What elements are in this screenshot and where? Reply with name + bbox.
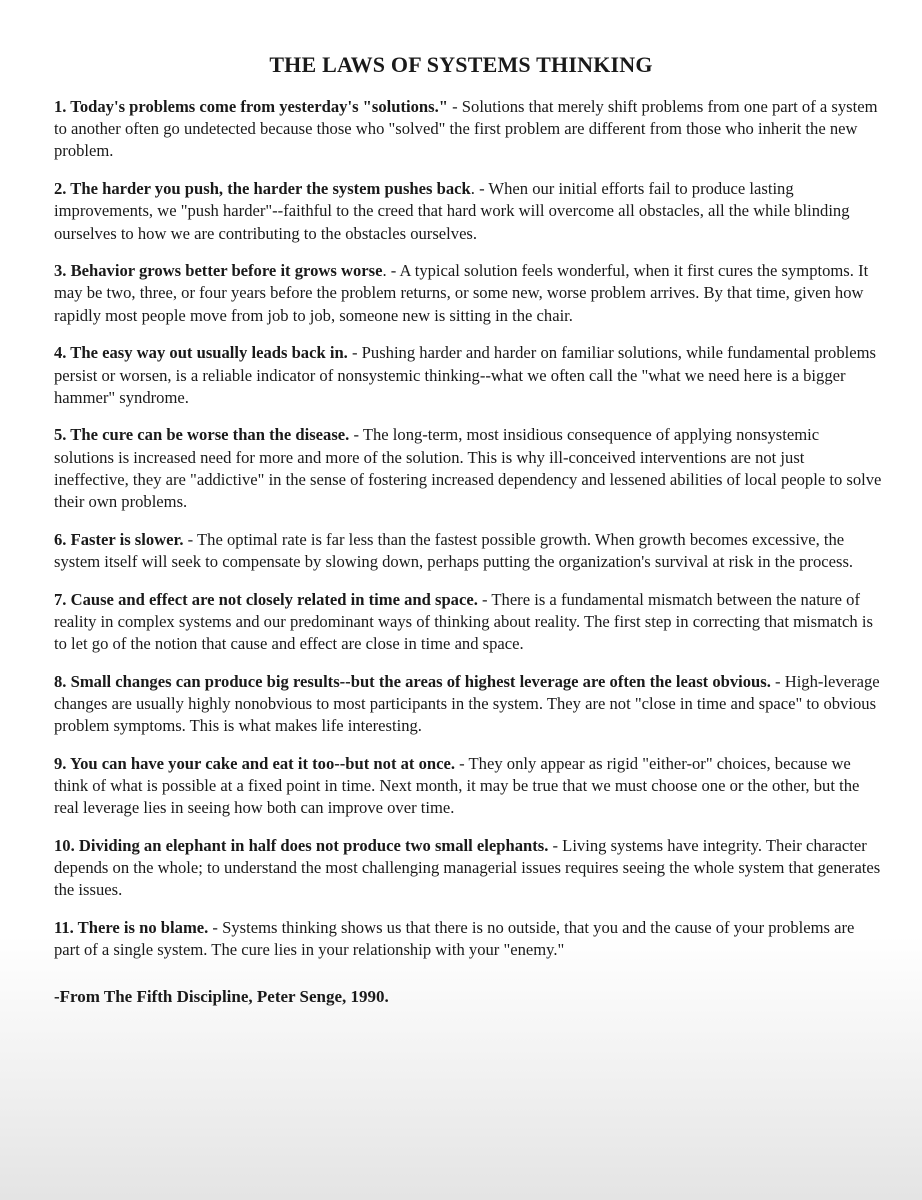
law-heading: 10. Dividing an elephant in half does not produce two small elephants. [54, 835, 549, 855]
law-heading: 2. The harder you push, the harder the system pushes back [54, 179, 471, 199]
law-item [54, 260, 882, 327]
law-heading: 9. You can have your cake and eat it too--but not at once. [54, 753, 456, 773]
law-body: . - A typical solution feels wonderful, when it first cures the symptoms. It may be two, three, or four years before the problem returns, or some new, worse problem arrives. By that time, given how rapidly most people move from job to job, someone new is sitting in the chair. [54, 261, 869, 325]
law-item [54, 671, 882, 738]
law-body: . - When our initial efforts fail to produce lasting improvements, we "push harder"--faithful to the creed that hard work will overcome all obstacles, all the while blinding ourselves to how we are contributing to the obstacles ourselves. [54, 179, 850, 243]
law-heading: 1. Today's problems come from yesterday's "solutions." [54, 97, 448, 116]
law-heading: 6. Faster is slower. [54, 529, 184, 549]
law-body: - Systems thinking shows us that there is no outside, that you and the cause of your problems are part of a single system. The cure lies in your relationship with your "enemy." [54, 918, 855, 960]
law-body: - They only appear as rigid "either-or" choices, because we think of what is possible at a fixed point in time. Next month, it may be true that we must choose one or the other, but the real leverage lies in seeing how both can improve over time. [54, 753, 860, 818]
document-title: THE LAWS OF SYSTEMS THINKING [269, 52, 653, 77]
law-heading: 8. Small changes can produce big results--but the areas of highest leverage are often the least obvious. [54, 671, 771, 691]
law-item [54, 342, 882, 409]
law-body: - The long-term, most insidious consequence of applying nonsystemic solutions is increased need for more and more of the solution. This is why ill-conceived interventions are not just ineffective, they are "addictive" in the sense of fostering increased dependency and lessened abilities of local people to solve their own problems. [54, 425, 882, 512]
law-item [54, 835, 882, 902]
law-heading: 3. Behavior grows better before it grows worse [54, 261, 383, 281]
law-body: - There is a fundamental mismatch between the nature of reality in complex systems and our predominant ways of thinking about reality. The first step in correcting that mismatch is to let go of the notion that cause and effect are close in time and space. [54, 589, 873, 654]
source-citation: -From The Fifth Discipline, Peter Senge, 1990. [54, 986, 389, 1006]
law-item [54, 529, 882, 573]
law-heading: 5. The cure can be worse than the disease. [54, 425, 350, 445]
law-heading: 7. Cause and effect are not closely related in time and space. [54, 589, 478, 609]
law-body: - Solutions that merely shift problems from one part of a system to another often go undetected because those who "solved" the first problem are different from those who inherit the new problem. [54, 97, 878, 161]
law-body: - The optimal rate is far less than the fastest possible growth. When growth becomes excessive, the system itself will seek to compensate by slowing down, perhaps putting the organization's survival at risk in the process. [54, 529, 854, 571]
law-item [54, 753, 882, 820]
law-item [54, 589, 882, 656]
law-item [54, 178, 882, 245]
law-heading: 11. There is no blame. [54, 918, 209, 938]
law-heading: 4. The easy way out usually leads back in. [54, 343, 348, 363]
law-body: - Living systems have integrity. Their character depends on the whole; to understand the most challenging managerial issues requires seeing the whole system that generates the issues. [54, 835, 881, 900]
law-body: - Pushing harder and harder on familiar solutions, while fundamental problems persist or worsen, is a reliable indicator of nonsystemic thinking--what we often call the "what we need here is a bigger hammer" syndrome. [54, 343, 876, 407]
law-item [54, 96, 882, 163]
law-item [54, 424, 882, 513]
law-body: - High-leverage changes are usually highly nonobvious to most participants in the system. They are not "close in time and space" to obvious problem symptoms. This is what makes life interesting. [54, 671, 880, 736]
law-item [54, 917, 882, 961]
